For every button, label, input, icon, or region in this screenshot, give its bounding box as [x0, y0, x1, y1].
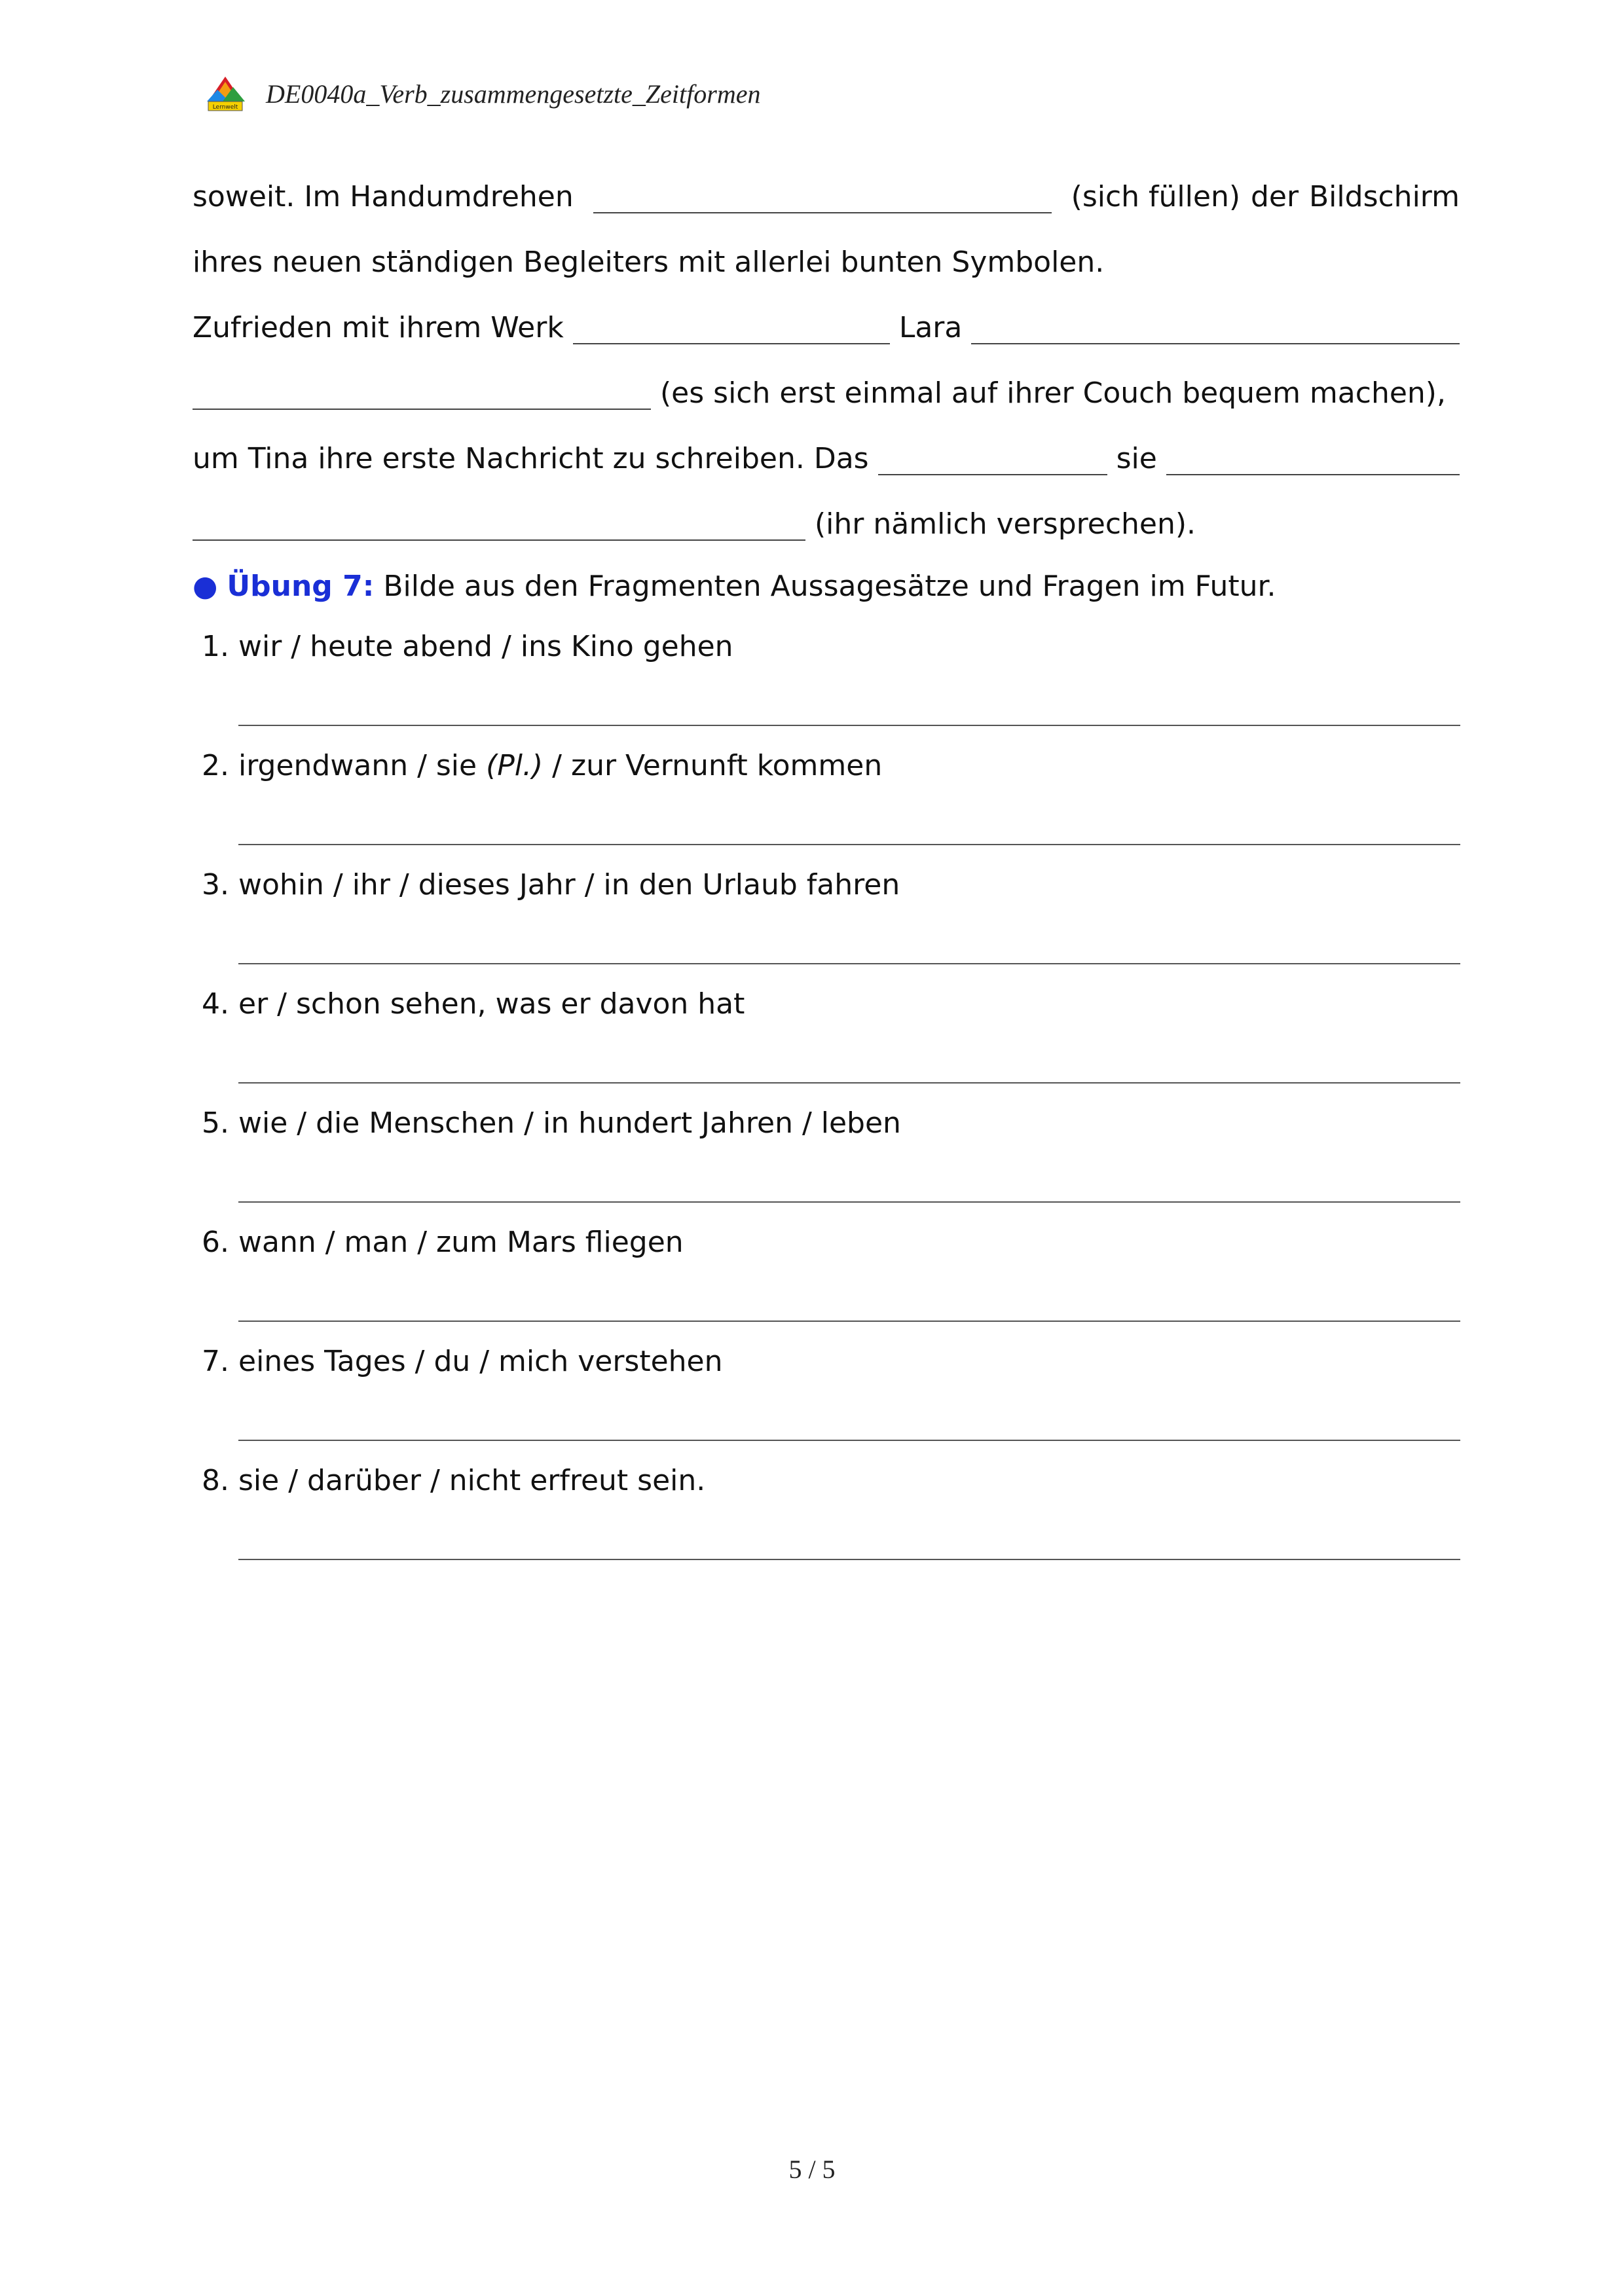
- item-number: 3.: [202, 868, 229, 902]
- item-number: 4.: [202, 987, 229, 1021]
- text-fragment: Zufrieden mit ihrem Werk: [193, 311, 564, 344]
- item-text: irgendwann / sie: [238, 749, 487, 782]
- svg-text:Lernwelt: Lernwelt: [212, 104, 238, 111]
- text-line-2: [193, 213, 1460, 279]
- exercise-heading: [193, 570, 1276, 603]
- text-fragment: der: [1250, 180, 1299, 213]
- text-line-5: [193, 410, 1460, 475]
- answer-line[interactable]: [238, 1201, 1460, 1203]
- exercise-item: [202, 630, 1459, 663]
- answer-line[interactable]: [238, 1082, 1460, 1084]
- verb-hint: (es sich erst einmal auf ihrer Couch bequem machen),: [660, 376, 1446, 410]
- document-title: DE0040a_Verb_zusammengesetzte_Zeitformen: [266, 79, 761, 109]
- exercise-item: [202, 1106, 1459, 1140]
- item-text: wohin / ihr / dieses Jahr / in den Urlaub fahren: [238, 868, 900, 902]
- exercise-item: [202, 987, 1459, 1021]
- item-number: 8.: [202, 1464, 229, 1497]
- item-number: 6.: [202, 1226, 229, 1259]
- exercise-item: [202, 1464, 1459, 1497]
- exercise-label: Übung 7:: [227, 570, 375, 603]
- verb-hint: (ihr nämlich versprechen).: [815, 507, 1196, 541]
- fill-in-blank[interactable]: [1166, 437, 1460, 475]
- exercise-item: [202, 868, 1459, 902]
- fill-in-blank[interactable]: [593, 175, 1052, 213]
- item-number: 2.: [202, 749, 229, 782]
- bullet-icon: ●: [193, 570, 218, 603]
- item-text: / zur Vernunft kommen: [543, 749, 883, 782]
- exercise-instruction: Bilde aus den Fragmenten Aussagesätze und Fragen im Futur.: [383, 570, 1276, 603]
- fill-in-blank[interactable]: [573, 306, 890, 344]
- item-number: 1.: [202, 630, 229, 663]
- text-fragment: Lara: [898, 311, 963, 344]
- plural-hint: (Pl.): [486, 749, 544, 782]
- item-text: wann / man / zum Mars fliegen: [238, 1226, 684, 1259]
- item-text: er / schon sehen, was er davon hat: [238, 987, 745, 1021]
- fill-in-blank[interactable]: [971, 306, 1460, 344]
- page-number: 5 / 5: [788, 2155, 836, 2184]
- item-text: wir / heute abend / ins Kino gehen: [238, 630, 733, 663]
- answer-line[interactable]: [238, 1559, 1460, 1560]
- answer-line[interactable]: [238, 725, 1460, 726]
- exercise-item: [202, 1345, 1459, 1378]
- text-fragment: Bildschirm: [1309, 180, 1460, 213]
- text-line-4: [193, 344, 1460, 410]
- text-line-6: [193, 475, 1460, 541]
- fill-in-blank[interactable]: [193, 503, 805, 541]
- text-line-3: [193, 279, 1460, 344]
- text-fragment: ihres neuen ständigen Begleiters mit allerlei bunten Symbolen.: [193, 246, 1105, 279]
- page-header: [204, 71, 760, 117]
- item-number: 5.: [202, 1106, 229, 1140]
- exercise-item: [202, 1226, 1459, 1259]
- logo-icon: [204, 75, 246, 112]
- verb-hint: (sich füllen): [1071, 180, 1240, 213]
- fill-in-blank[interactable]: [193, 372, 651, 410]
- text-fragment: sie: [1116, 442, 1157, 475]
- answer-line[interactable]: [238, 844, 1460, 845]
- answer-line[interactable]: [238, 963, 1460, 964]
- fill-in-blank[interactable]: [878, 437, 1107, 475]
- item-text: wie / die Menschen / in hundert Jahren / leben: [238, 1106, 901, 1140]
- exercise-item: [202, 749, 1459, 782]
- answer-line[interactable]: [238, 1440, 1460, 1441]
- item-number: 7.: [202, 1345, 229, 1378]
- item-text: eines Tages / du / mich verstehen: [238, 1345, 723, 1378]
- text-line-1: [193, 148, 1460, 213]
- answer-line[interactable]: [238, 1321, 1460, 1322]
- text-fragment: soweit. Im Handumdrehen: [193, 180, 574, 213]
- item-text: sie / darüber / nicht erfreut sein.: [238, 1464, 706, 1497]
- text-fragment: um Tina ihre erste Nachricht zu schreiben. Das: [193, 442, 869, 475]
